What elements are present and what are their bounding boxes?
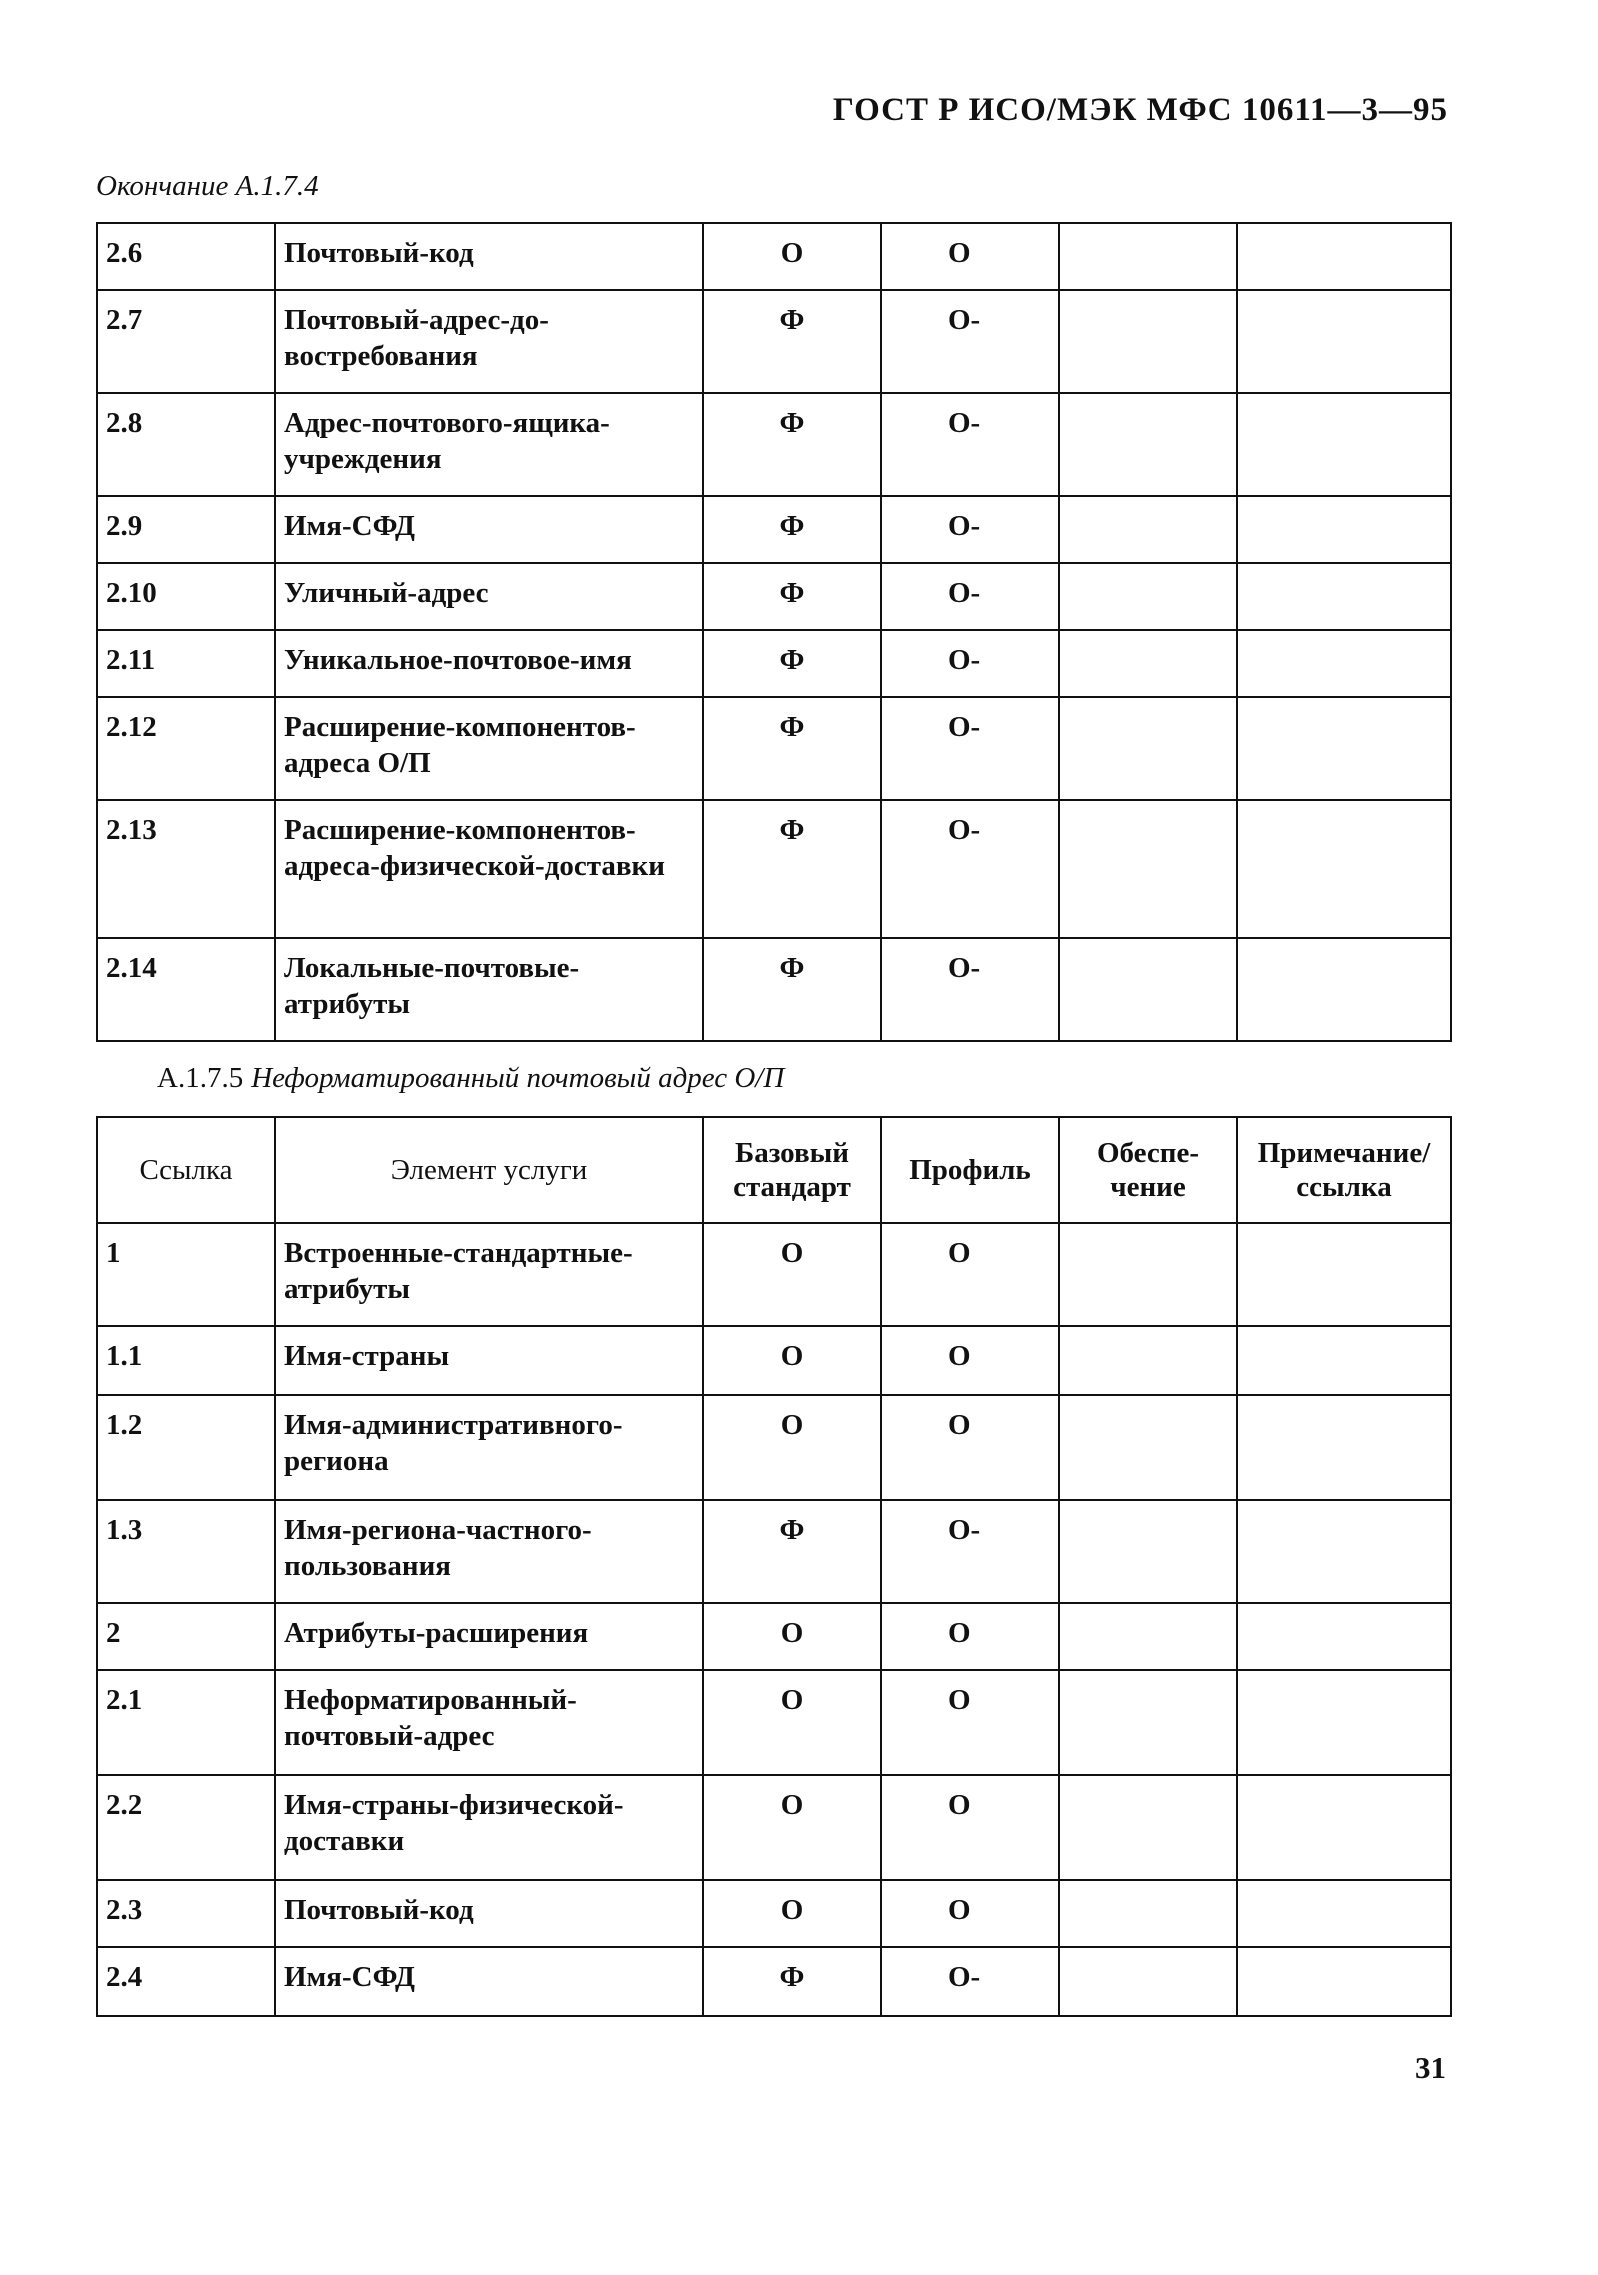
profile-cell: О-: [881, 938, 1059, 1041]
profile-cell: О: [881, 1670, 1059, 1775]
note-cell: [1237, 1223, 1451, 1326]
base-standard-cell: О: [703, 223, 881, 290]
table-row: [97, 1670, 1451, 1775]
base-standard-cell: Ф: [703, 563, 881, 630]
element-cell: Неформатированный-почтовый-адрес: [275, 1670, 703, 1775]
profile-cell: О: [881, 1326, 1059, 1395]
note-cell: [1237, 1775, 1451, 1880]
element-cell: Уникальное-почтовое-имя: [275, 630, 703, 697]
page-number: 31: [1415, 2050, 1446, 2085]
profile-cell: О: [881, 1603, 1059, 1670]
ref-cell: 1: [97, 1223, 275, 1326]
table-row: [97, 1880, 1451, 1947]
base-standard-cell: Ф: [703, 1947, 881, 2016]
base-standard-cell: Ф: [703, 393, 881, 496]
element-cell: Имя-страны: [275, 1326, 703, 1395]
ref-cell: 2.13: [97, 800, 275, 938]
element-cell: Имя-страны-физической-доставки: [275, 1775, 703, 1880]
element-cell: Почтовый-код: [275, 223, 703, 290]
ref-cell: 2.6: [97, 223, 275, 290]
ref-cell: 1.1: [97, 1326, 275, 1395]
note-cell: [1237, 938, 1451, 1041]
ref-cell: 2.4: [97, 1947, 275, 2016]
support-cell: [1059, 1775, 1237, 1880]
ref-cell: 2.10: [97, 563, 275, 630]
table-row: [97, 1603, 1451, 1670]
ref-cell: 2: [97, 1603, 275, 1670]
profile-cell: О: [881, 1223, 1059, 1326]
profile-cell: О-: [881, 697, 1059, 800]
header-element: Элемент услуги: [275, 1117, 703, 1223]
ref-cell: 1.2: [97, 1395, 275, 1500]
section-number: А.1.7.5: [157, 1062, 244, 1094]
table-row: [97, 223, 1451, 290]
table-row: [97, 1395, 1451, 1500]
profile-cell: О-: [881, 563, 1059, 630]
base-standard-cell: Ф: [703, 697, 881, 800]
note-cell: [1237, 1395, 1451, 1500]
support-cell: [1059, 290, 1237, 393]
support-cell: [1059, 223, 1237, 290]
note-cell: [1237, 223, 1451, 290]
ref-cell: 2.2: [97, 1775, 275, 1880]
element-cell: Уличный-адрес: [275, 563, 703, 630]
header-support: Обеспе-чение: [1059, 1117, 1237, 1223]
support-cell: [1059, 1500, 1237, 1603]
profile-cell: О: [881, 1395, 1059, 1500]
profile-cell: О: [881, 223, 1059, 290]
profile-cell: О-: [881, 496, 1059, 563]
support-cell: [1059, 1947, 1237, 2016]
element-cell: Имя-региона-частного-пользования: [275, 1500, 703, 1603]
base-standard-cell: О: [703, 1326, 881, 1395]
table-row: [97, 800, 1451, 938]
table-unformatted-postal-address: [96, 1116, 1452, 2017]
header-profile: Профиль: [881, 1117, 1059, 1223]
table-row: [97, 563, 1451, 630]
support-cell: [1059, 1223, 1237, 1326]
ref-cell: 2.7: [97, 290, 275, 393]
ref-cell: 1.3: [97, 1500, 275, 1603]
note-cell: [1237, 496, 1451, 563]
header-ref: Ссылка: [97, 1117, 275, 1223]
ref-cell: 2.11: [97, 630, 275, 697]
support-cell: [1059, 1603, 1237, 1670]
support-cell: [1059, 1326, 1237, 1395]
header-note: Примечание/ссылка: [1237, 1117, 1451, 1223]
profile-cell: О-: [881, 1500, 1059, 1603]
base-standard-cell: Ф: [703, 938, 881, 1041]
support-cell: [1059, 1395, 1237, 1500]
profile-cell: О-: [881, 800, 1059, 938]
note-cell: [1237, 1603, 1451, 1670]
profile-cell: О: [881, 1775, 1059, 1880]
note-cell: [1237, 290, 1451, 393]
support-cell: [1059, 697, 1237, 800]
support-cell: [1059, 1880, 1237, 1947]
element-cell: Расширение-компонентов-адреса О/П: [275, 697, 703, 800]
profile-cell: О-: [881, 630, 1059, 697]
base-standard-cell: О: [703, 1395, 881, 1500]
base-standard-cell: Ф: [703, 1500, 881, 1603]
profile-cell: О: [881, 1880, 1059, 1947]
support-cell: [1059, 393, 1237, 496]
note-cell: [1237, 1670, 1451, 1775]
ref-cell: 2.14: [97, 938, 275, 1041]
note-cell: [1237, 1947, 1451, 2016]
support-cell: [1059, 630, 1237, 697]
table-row: [97, 630, 1451, 697]
element-cell: Имя-СФД: [275, 496, 703, 563]
support-cell: [1059, 496, 1237, 563]
table-continuation-a174: [96, 222, 1452, 1042]
base-standard-cell: Ф: [703, 290, 881, 393]
ref-cell: 2.12: [97, 697, 275, 800]
ref-cell: 2.3: [97, 1880, 275, 1947]
table-row: [97, 1223, 1451, 1326]
note-cell: [1237, 393, 1451, 496]
note-cell: [1237, 563, 1451, 630]
header-base: Базовый стандарт: [703, 1117, 881, 1223]
table-row: [97, 393, 1451, 496]
table1-caption: Окончание А.1.7.4: [96, 170, 319, 202]
element-cell: Имя-СФД: [275, 1947, 703, 2016]
element-cell: Встроенные-стандартные-атрибуты: [275, 1223, 703, 1326]
element-cell: Почтовый-адрес-до-востребования: [275, 290, 703, 393]
table-row: [97, 1775, 1451, 1880]
section-heading: [157, 1062, 784, 1095]
base-standard-cell: О: [703, 1223, 881, 1326]
table-row: [97, 1947, 1451, 2016]
ref-cell: 2.1: [97, 1670, 275, 1775]
ref-cell: 2.9: [97, 496, 275, 563]
base-standard-cell: Ф: [703, 496, 881, 563]
note-cell: [1237, 1500, 1451, 1603]
note-cell: [1237, 800, 1451, 938]
document-header: ГОСТ Р ИСО/МЭК МФС 10611—3—95: [832, 92, 1448, 128]
table-row: [97, 290, 1451, 393]
support-cell: [1059, 563, 1237, 630]
support-cell: [1059, 938, 1237, 1041]
base-standard-cell: Ф: [703, 800, 881, 938]
base-standard-cell: О: [703, 1775, 881, 1880]
base-standard-cell: О: [703, 1880, 881, 1947]
note-cell: [1237, 1326, 1451, 1395]
table-row: [97, 1326, 1451, 1395]
support-cell: [1059, 800, 1237, 938]
note-cell: [1237, 630, 1451, 697]
base-standard-cell: О: [703, 1670, 881, 1775]
profile-cell: О-: [881, 393, 1059, 496]
table-row: [97, 1500, 1451, 1603]
ref-cell: 2.8: [97, 393, 275, 496]
table-row: [97, 697, 1451, 800]
element-cell: Почтовый-код: [275, 1880, 703, 1947]
section-title: Неформатированный почтовый адрес О/П: [251, 1062, 785, 1094]
table-header-row: [97, 1117, 1451, 1223]
profile-cell: О-: [881, 290, 1059, 393]
element-cell: Атрибуты-расширения: [275, 1603, 703, 1670]
table-row: [97, 938, 1451, 1041]
note-cell: [1237, 697, 1451, 800]
support-cell: [1059, 1670, 1237, 1775]
element-cell: Расширение-компонентов-адреса-физической-доставки: [275, 800, 703, 938]
table-row: [97, 496, 1451, 563]
note-cell: [1237, 1880, 1451, 1947]
profile-cell: О-: [881, 1947, 1059, 2016]
element-cell: Адрес-почтового-ящика-учреждения: [275, 393, 703, 496]
element-cell: Имя-административного-региона: [275, 1395, 703, 1500]
base-standard-cell: О: [703, 1603, 881, 1670]
base-standard-cell: Ф: [703, 630, 881, 697]
element-cell: Локальные-почтовые-атрибуты: [275, 938, 703, 1041]
